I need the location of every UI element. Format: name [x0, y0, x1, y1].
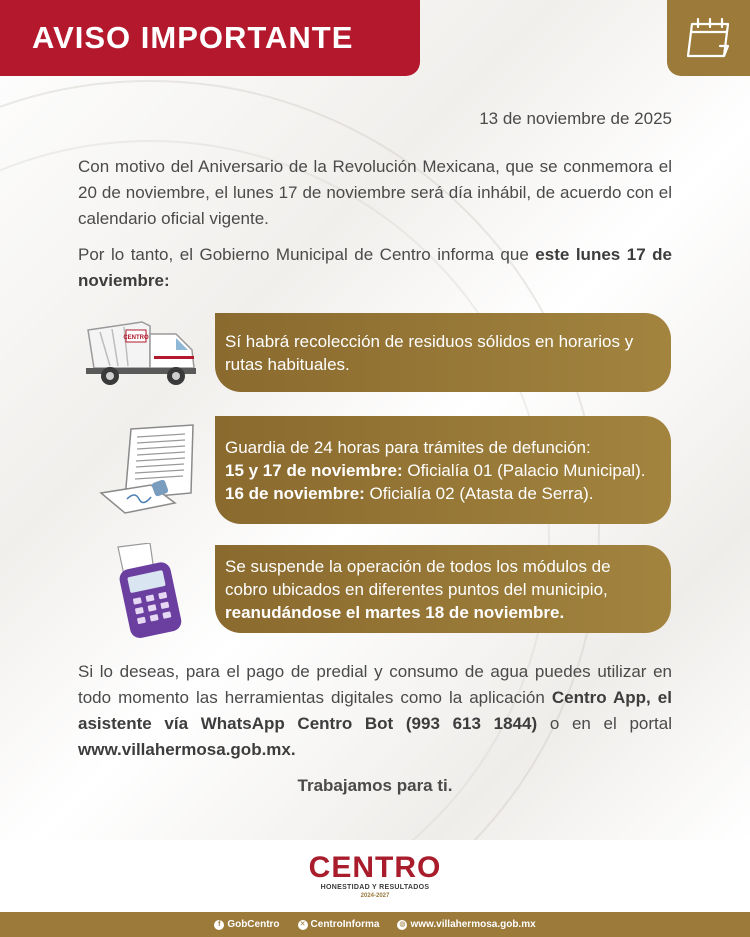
- card-bold-1: 15 y 17 de noviembre:: [225, 460, 403, 480]
- notice-card-cobro: [215, 545, 671, 633]
- title-banner: [0, 0, 420, 76]
- announce-bold: este lunes 17 de noviembre:: [78, 245, 673, 290]
- digital-bold-1: Centro App, el asistente vía WhatsApp Centro Bot (993 613 1844): [78, 688, 672, 733]
- logo-years: 2024-2027: [360, 893, 390, 899]
- notice-date: 13 de noviembre de 2025: [479, 109, 672, 128]
- card-text: Se suspende la operación de todos los módulos de cobro ubicados en diferentes puntos del municipio,: [225, 556, 611, 599]
- footer-social-2-label: CentroInforma: [310, 919, 380, 930]
- card-text-2: Oficialía 02 (Atasta de Serra).: [364, 483, 594, 503]
- announce-text: Por lo tanto, el Gobierno Municipal de Centro informa que: [78, 245, 536, 264]
- card-text-3: [225, 555, 657, 624]
- x-icon: ✕: [298, 920, 308, 930]
- card-line-2: [225, 459, 657, 482]
- payment-terminal-icon: [106, 543, 196, 639]
- centro-logo: [0, 853, 750, 900]
- calendar-badge: [667, 0, 750, 76]
- footer-site-label: www.villahermosa.gob.mx: [410, 919, 536, 930]
- card-line-3: [225, 482, 657, 505]
- footer-social-x[interactable]: [298, 919, 380, 930]
- announce-paragraph: [78, 242, 672, 294]
- intro-paragraph: Con motivo del Aniversario de la Revolución Mexicana, que se conmemora el 20 de noviembre, el lunes 17 de noviembre será día inhábil, de acuerdo con el calendario oficial vigente.: [78, 157, 672, 228]
- closing-text: Trabajamos para ti.: [297, 776, 453, 795]
- page-title: AVISO IMPORTANTE: [32, 20, 354, 55]
- footer-bar: [0, 912, 750, 937]
- card-bold: reanudándose el martes 18 de noviembre.: [225, 602, 565, 622]
- calendar-icon: [684, 16, 734, 60]
- card-line-1: Guardia de 24 horas para trámites de defunción:: [225, 437, 591, 457]
- digital-paragraph: [78, 659, 672, 763]
- footer-social-facebook[interactable]: [214, 919, 279, 930]
- digital-text-2: o en el portal: [537, 714, 672, 733]
- logo-tagline: HONESTIDAD Y RESULTADOS: [320, 884, 430, 891]
- card-text: Sí habrá recolección de residuos sólidos en horarios y rutas habituales.: [225, 331, 634, 374]
- logo-word: CENTRO: [308, 851, 442, 884]
- footer-social-1-label: GobCentro: [227, 919, 280, 930]
- notice-card-garbage: [215, 313, 671, 392]
- card-text-1: Oficialía 01 (Palacio Municipal).: [402, 460, 646, 480]
- social-icons: f: [214, 920, 224, 930]
- svg-text:CENTRO: CENTRO: [123, 335, 149, 341]
- garbage-truck-icon: [80, 316, 210, 388]
- globe-icon: ◍: [399, 920, 406, 928]
- digital-text-1: Si lo deseas, para el pago de predial y consumo de agua puedes utilizar en todo momento las herramientas digitales como la aplicación: [78, 662, 672, 707]
- notice-card-defunciones: [215, 416, 671, 524]
- document-signature-icon: [95, 423, 205, 518]
- footer-website[interactable]: [397, 919, 535, 930]
- digital-link[interactable]: www.villahermosa.gob.mx.: [78, 740, 296, 759]
- card-bold-2: 16 de noviembre:: [225, 483, 365, 503]
